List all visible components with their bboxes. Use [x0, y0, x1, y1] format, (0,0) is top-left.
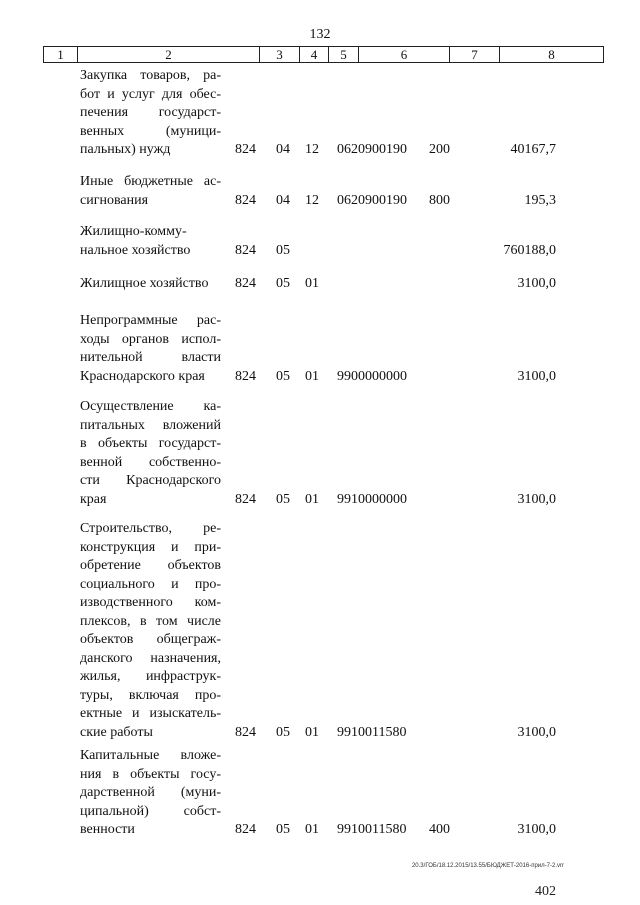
amount: 3100,0 [517, 491, 556, 507]
description-line: Жилищное хозяйство [80, 276, 209, 291]
admin-code: 824 [235, 368, 256, 384]
description-line: нальное хозяйство [80, 242, 191, 258]
amount: 3100,0 [517, 368, 556, 384]
description-line: Осуществление ка- [80, 399, 221, 414]
target-article-code: 9910000000 [337, 491, 407, 507]
header-col-6: 6 [359, 47, 450, 62]
description-line: социального и про- [80, 576, 221, 592]
admin-code: 824 [235, 242, 256, 258]
description-line: Краснодарского края [80, 368, 205, 384]
row-description [80, 398, 221, 509]
target-article-code: 9910011580 [337, 822, 407, 837]
footer-page-number: 402 [535, 884, 556, 899]
description-line: ципальной) собст- [80, 803, 221, 819]
description-line: ские работы [80, 724, 153, 740]
admin-code: 824 [235, 276, 256, 291]
header-col-8: 8 [548, 47, 555, 62]
table-header [43, 46, 604, 63]
section-code: 04 [276, 192, 290, 208]
description-line: обретение объектов [80, 558, 221, 573]
header-col-1: 1 [44, 47, 78, 62]
description-line: питальных вложений [80, 417, 221, 433]
description-line: ходы органов испол- [80, 331, 221, 347]
subsection-code: 01 [305, 368, 319, 384]
admin-code: 824 [235, 491, 256, 507]
row-description [80, 312, 221, 386]
subsection-code: 12 [305, 142, 319, 157]
description-line: печения государст- [80, 105, 221, 120]
admin-code: 824 [235, 724, 256, 740]
description-line: жилья, инфраструк- [80, 669, 221, 684]
target-article-code: 9900000000 [337, 368, 407, 384]
target-article-code: 0620900190 [337, 142, 407, 157]
section-code: 05 [276, 276, 290, 291]
section-code: 05 [276, 822, 290, 837]
description-line: пальных) нужд [80, 142, 171, 157]
description-line: изводственного ком- [80, 595, 221, 610]
amount: 3100,0 [517, 822, 556, 837]
header-col-4: 4 [300, 47, 329, 62]
description-line: Иные бюджетные ас- [80, 174, 221, 189]
description-line: Непрограммные рас- [80, 313, 221, 328]
description-line: Жилищно-комму- [80, 224, 187, 239]
row-description [80, 223, 221, 260]
row-description [80, 173, 221, 210]
subsection-code: 01 [305, 276, 319, 291]
subsection-code: 01 [305, 491, 319, 507]
description-line: Закупка товаров, ра- [80, 68, 221, 83]
description-line: данского назначения, [80, 650, 221, 666]
section-code: 05 [276, 368, 290, 384]
amount: 3100,0 [517, 276, 556, 291]
description-line: венности [80, 822, 135, 837]
description-line: венных (муници- [80, 123, 221, 139]
description-line: края [80, 491, 107, 507]
expense-type-code: 400 [429, 822, 450, 837]
subsection-code: 01 [305, 822, 319, 837]
target-article-code: 9910011580 [337, 724, 407, 740]
description-line: плексов, в том числе [80, 613, 221, 629]
description-line: дарственной (муни- [80, 785, 221, 800]
description-line: конструкция и при- [80, 539, 221, 555]
expense-type-code: 200 [429, 142, 450, 157]
row-description [80, 747, 221, 840]
admin-code: 824 [235, 822, 256, 837]
section-code: 04 [276, 142, 290, 157]
description-line: объектов общеграж- [80, 632, 221, 647]
admin-code: 824 [235, 142, 256, 157]
subsection-code: 01 [305, 724, 319, 740]
description-line: бот и услуг для обес- [80, 86, 221, 102]
amount: 760188,0 [503, 242, 556, 258]
footer-file-code: 20.3/ГОБ/18.12.2015/13.55/БЮДЖЕТ-2016-прил-7-2.vrr [411, 863, 564, 869]
row-description [80, 67, 221, 160]
description-line: венной собственно- [80, 454, 221, 470]
description-line: ния в объекты госу- [80, 766, 221, 782]
row-description [80, 520, 221, 742]
section-code: 05 [276, 724, 290, 740]
subsection-code: 12 [305, 192, 319, 208]
amount: 3100,0 [517, 724, 556, 740]
description-line: Строительство, ре- [80, 521, 221, 536]
description-line: туры, включая про- [80, 687, 221, 703]
description-line: нительной власти [80, 350, 221, 365]
description-line: в объекты государст- [80, 436, 221, 451]
header-col-7: 7 [450, 47, 500, 62]
header-col-5: 5 [329, 47, 359, 62]
description-line: Капитальные вложе- [80, 748, 221, 763]
description-line: сти Краснодарского [80, 473, 221, 488]
header-col-2: 2 [78, 47, 260, 62]
expense-type-code: 800 [429, 192, 450, 208]
amount: 195,3 [524, 192, 556, 208]
amount: 40167,7 [510, 142, 556, 157]
section-code: 05 [276, 242, 290, 258]
description-line: сигнования [80, 192, 149, 208]
admin-code: 824 [235, 192, 256, 208]
section-code: 05 [276, 491, 290, 507]
row-description [80, 275, 221, 294]
target-article-code: 0620900190 [337, 192, 407, 208]
description-line: ектные и изыскатель- [80, 706, 221, 721]
page-number: 132 [309, 27, 331, 42]
header-col-3: 3 [260, 47, 300, 62]
